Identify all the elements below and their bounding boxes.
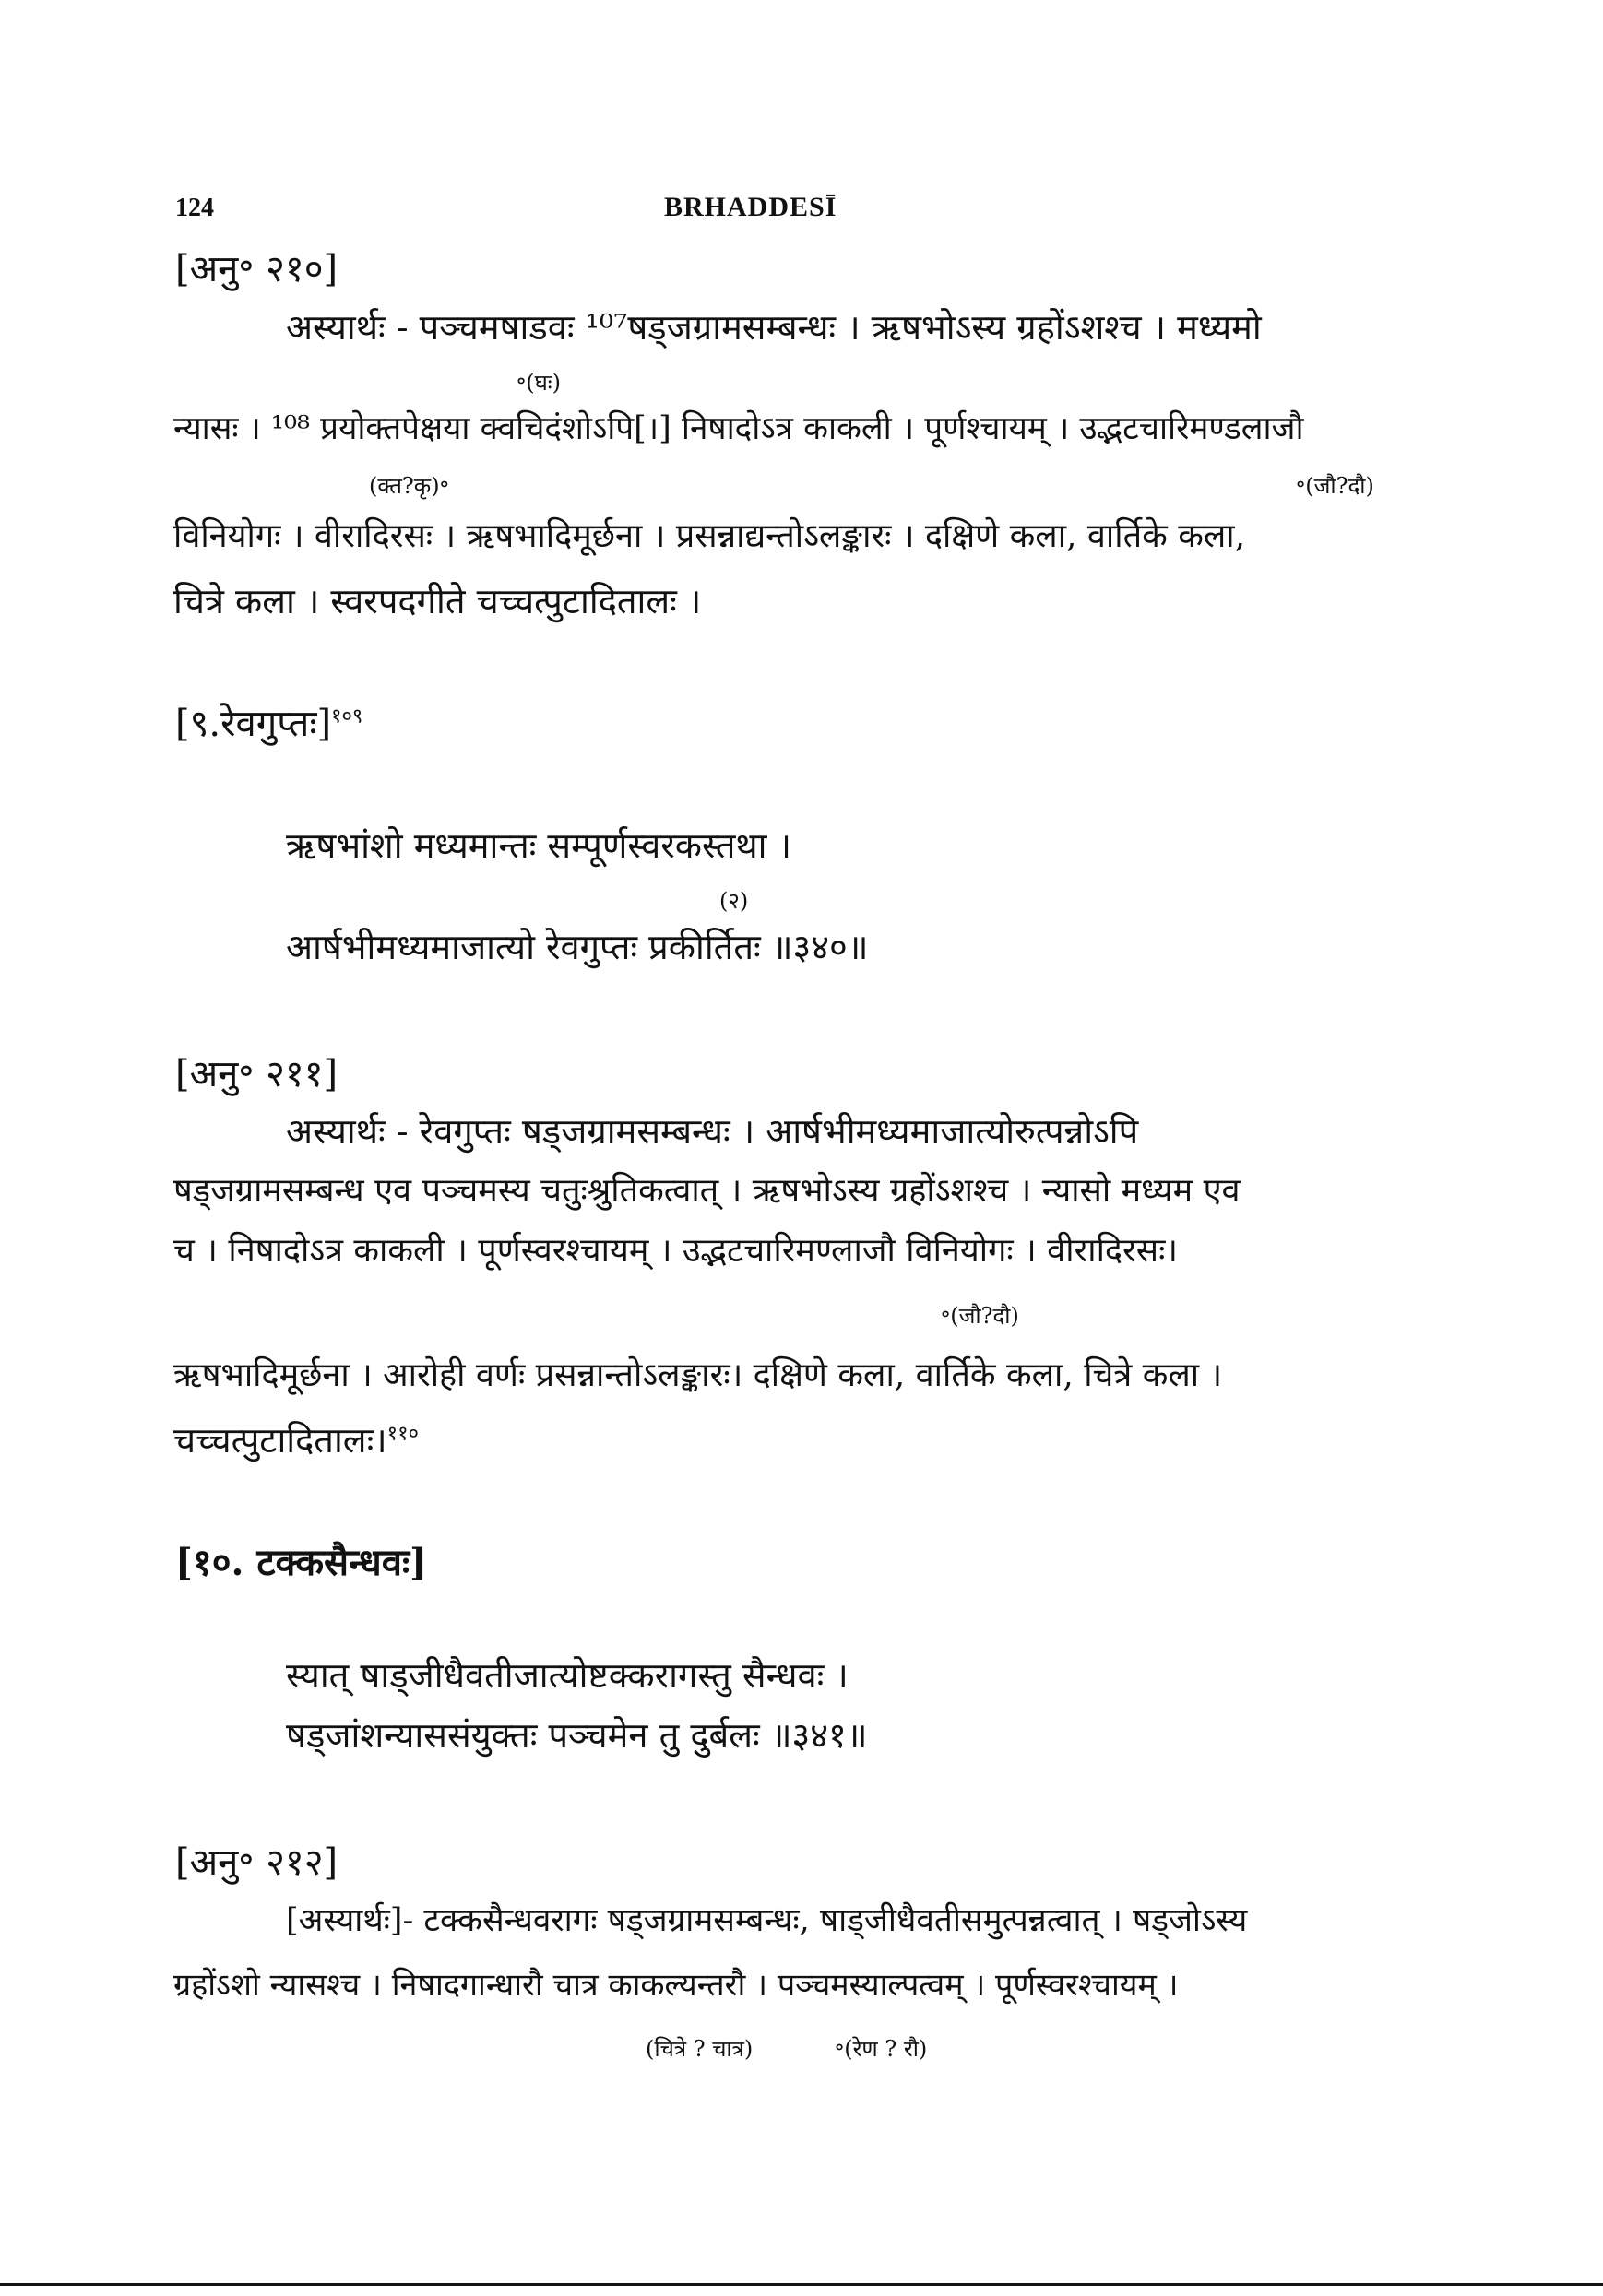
paragraph-line: च । निषादोऽत्र काकली । पूर्णस्वरश्चायम् । उद्भटचारिमण्लाजौ विनियोगः । वीरादिरसः। [173, 1232, 1178, 1270]
line-text: चच्चत्पुटादितालः। [173, 1420, 387, 1461]
footnote-ref: ११० [386, 1422, 419, 1446]
paragraph-line: अस्यार्थः - पञ्चमषाडवः ¹⁰⁷षड्जग्रामसम्बन्धः । ऋषभोऽस्य ग्रहोंऽशश्च । मध्यमो [286, 307, 1262, 348]
paragraph-line: चित्रे कला । स्वरपदगीते चच्चत्पुटादितालः । [173, 581, 702, 621]
footnote-variant: (क्त?कृ)॰ [369, 473, 449, 499]
paragraph-line: षड्जग्रामसम्बन्ध एव पञ्चमस्य चतुःश्रुतिकत्वात् । ऋषभोऽस्य ग्रहोंऽशश्च । न्यासो मध्यम एव [173, 1172, 1241, 1210]
footnote-ref: १०९ [331, 704, 363, 728]
verse-line: स्यात् षाड्जीधैवतीजात्योष्टक्करागस्तु सैन्धवः । [286, 1655, 849, 1696]
verse-line: आर्षभीमध्यमाजात्यो रेवगुप्तः प्रकीर्तितः ॥३४०॥ [286, 927, 869, 967]
section-heading-revagupta [175, 696, 362, 747]
bottom-rule [0, 2283, 1603, 2286]
section-heading-anu-211: [अनु॰ २११] [175, 1053, 338, 1095]
page-number: 124 [175, 194, 214, 222]
paragraph-line: विनियोगः । वीरादिरसः । ऋषभादिमूर्छना । प्रसन्नाद्यन्तोऽलङ्कारः । दक्षिणे कला, वार्तिके कला, [173, 517, 1246, 555]
footnote-variant: ॰(घः) [517, 370, 561, 396]
paragraph-line [173, 1415, 419, 1463]
running-title: BRHADDESĪ [664, 192, 837, 222]
footnote-variant: ॰(जौ?दौ) [941, 1303, 1019, 1329]
heading-text: [९.रेवगुप्तः] [175, 703, 332, 745]
section-heading-anu-210: [अनु॰ २१०] [175, 248, 338, 290]
paragraph-line: अस्यार्थः - रेवगुप्तः षड्जग्रामसम्बन्धः । आर्षभीमध्यमाजात्योरुत्पन्नोऽपि [286, 1111, 1139, 1152]
footnote-variant: ॰(रेण ? रौ) [835, 2036, 928, 2062]
paragraph-line: न्यासः । ¹⁰⁸ प्रयोक्तपेक्षया क्वचिदंशोऽपि[।] निषादोऽत्र काकली । पूर्णश्चायम् । उद्भटचारिमण्डलाजौ [173, 410, 1304, 447]
verse-line: षड्जांशन्याससंयुक्तः पञ्चमेन तु दुर्बलः ॥३४१॥ [286, 1715, 868, 1756]
footnote-variant: ॰(जौ?दौ) [1296, 473, 1374, 499]
footnote-variant: (चित्रे ? चात्र) [646, 2036, 754, 2062]
verse-line: ऋषभांशो मध्यमान्तः सम्पूर्णस्वरकस्तथा । [286, 825, 791, 866]
paragraph-line: [अस्यार्थः]- टक्कसैन्धवरागः षड्जग्रामसम्बन्धः, षाड्जीधैवतीसमुत्पन्नत्वात् । षड्जोऽस्य [286, 1902, 1248, 1939]
section-heading-anu-212: [अनु॰ २१२] [175, 1841, 338, 1884]
footnote-variant: (२) [719, 888, 749, 914]
paragraph-line: ग्रहोंऽशो न्यासश्च । निषादगान्धारौ चात्र काकल्यन्तरौ । पञ्चमस्याल्पत्वम् । पूर्णस्वरश्चायम् । [173, 1967, 1179, 2004]
section-heading-takkasaindhava: [१०. टक्कसैन्धवः] [175, 1541, 428, 1584]
paragraph-line: ऋषभादिमूर्छना । आरोही वर्णः प्रसन्नान्तोऽलङ्कारः। दक्षिणे कला, वार्तिके कला, चित्रे कला । [173, 1356, 1223, 1394]
